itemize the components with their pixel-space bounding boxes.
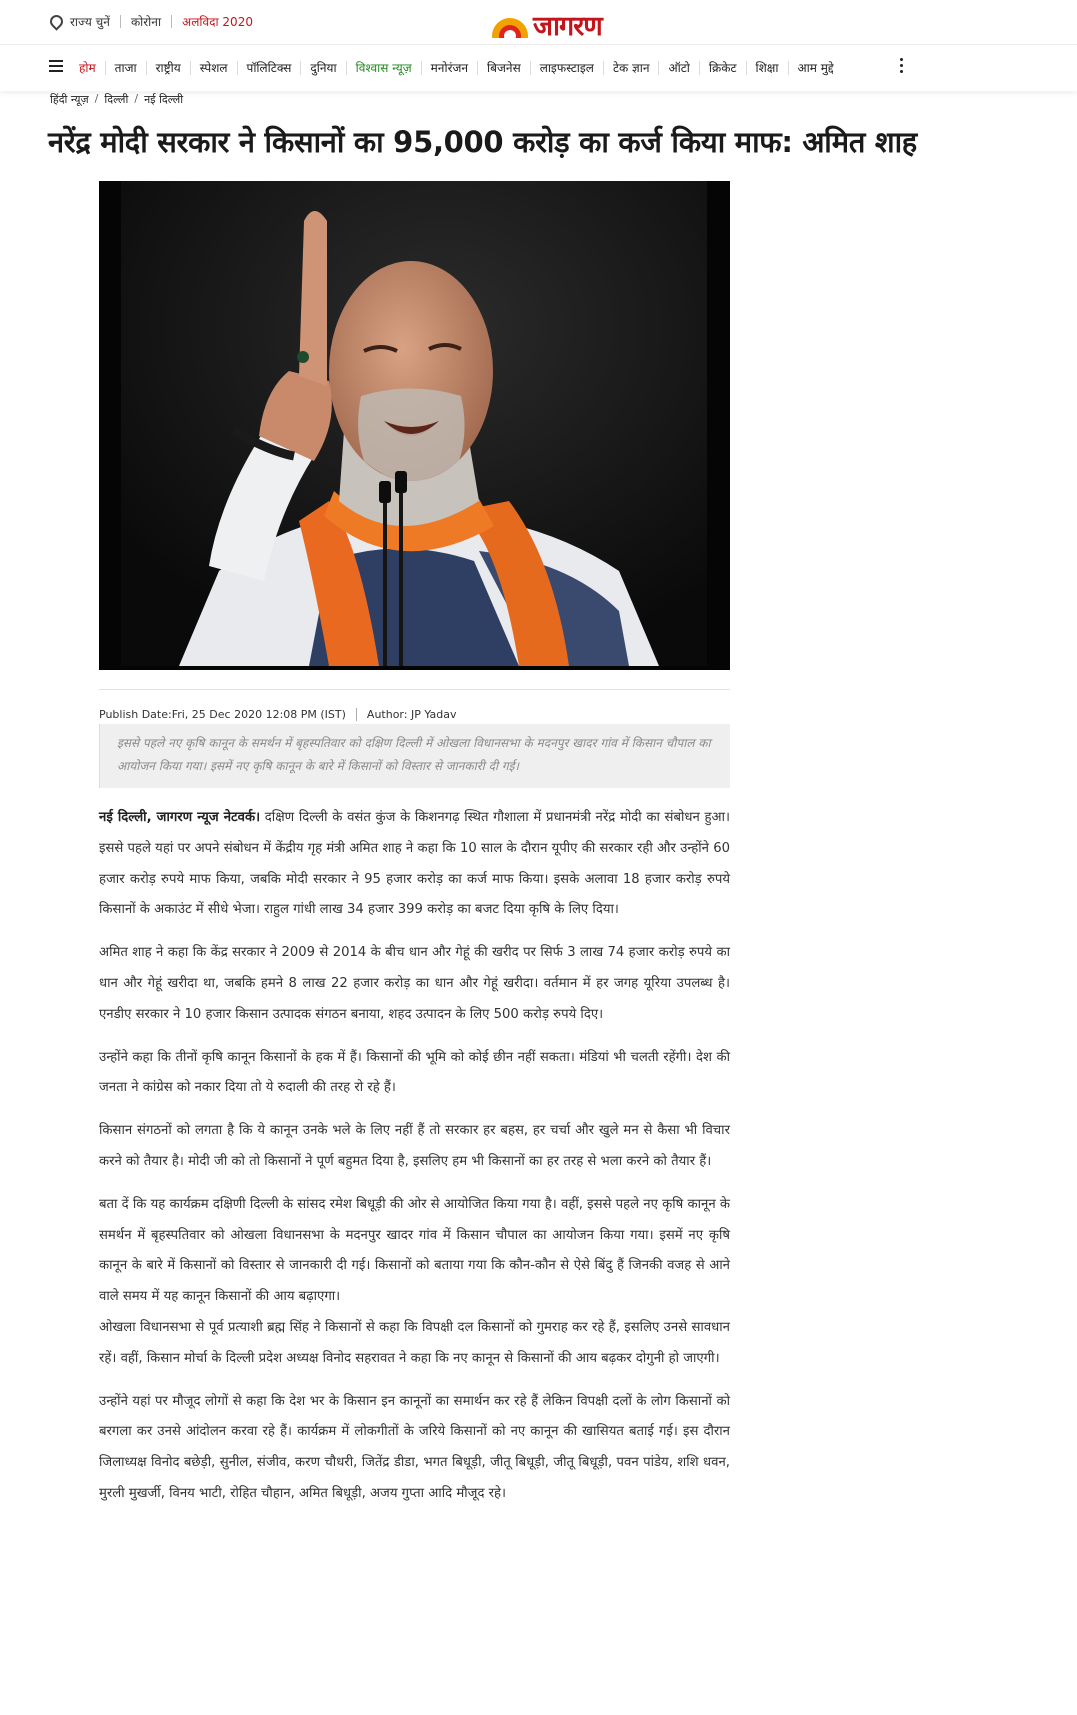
nav-item-lifestyle[interactable]: लाइफस्टाइल [531, 61, 604, 75]
article-hero-image [99, 181, 730, 670]
nav-item-latest[interactable]: ताजा [106, 61, 147, 75]
paragraph: बता दें कि यह कार्यक्रम दक्षिणी दिल्ली के सांसद रमेश बिधूड़ी की ओर से आयोजित किया गया है। वहीं, इससे पहले नए कृषि कानून के समर्थन में बृहस्पतिवार को ओखला विधानसभा के मदनपुर खादर गांव में किसान चौपाल का आयोजन किया गया। इसमें नए कृषि कानून के बारे में किसानों को विस्तार से जानकारी दी गई। किसानों को बताया गया कि कौन-कौन से ऐसे बिंदु हैं जिनकी वजह से आने वाले समय में यह कानून किसानों की आय बढ़ाएगा। [99, 1196, 730, 1305]
state-select-label: राज्य चुनें [70, 15, 110, 29]
nav-item-vishvas-news[interactable]: विश्वास न्यूज़ [347, 61, 422, 75]
nav-item-tech[interactable]: टेक ज्ञान [604, 61, 660, 75]
breadcrumb-separator: / [94, 92, 99, 105]
nav-item-entertainment[interactable]: मनोरंजन [422, 61, 478, 75]
author[interactable]: Author: JP Yadav [366, 707, 457, 721]
nav-item-home[interactable]: होम [70, 61, 106, 75]
paragraph-text: दक्षिण दिल्ली के वसंत कुंज के किशनगढ़ स्थित गौशाला में प्रधानमंत्री नरेंद्र मोदी का संबोधन हुआ। इससे पहले यहां पर अपने संबोधन में केंद्रीय गृह मंत्री अमित शाह ने कहा कि 10 साल के दौरान यूपीए की सरकार रही और उन्होंने 60 हजार करोड़ रुपये माफ किया, जबकि मोदी सरकार ने 95 हजार करोड़ का कर्ज माफ किया। इसके अलावा 18 हजार करोड़ रुपये किसानों के अकाउंट में सीधे भेजा। राहुल गांधी लाख 34 हजार 399 करोड़ का बजट दिया कृषि के लिए दिया। [99, 810, 730, 918]
state-select[interactable] [50, 13, 110, 30]
paragraph [99, 803, 730, 926]
article-meta [99, 689, 730, 728]
nav-item-national[interactable]: राष्ट्रीय [147, 61, 191, 75]
paragraph: किसान संगठनों को लगता है कि ये कानून उनके भले के लिए नहीं हैं तो सरकार हर बहस, हर चर्चा और खुले मन से कैसा भी विचार करने को तैयार है। मोदी जी को तो किसानों ने पूर्ण बहुमत दिया है, इसलिए हम भी किसानों का हर तरह से भला करने को तैयार हैं। [99, 1123, 730, 1169]
location-pin-icon [47, 12, 65, 30]
sun-logo-icon [490, 12, 530, 38]
corona-link[interactable]: कोरोना [130, 15, 162, 29]
article-body [99, 803, 730, 1522]
nav-item-cricket[interactable]: क्रिकेट [700, 61, 747, 75]
nav-item-common-issues[interactable]: आम मुद्दे [797, 61, 834, 75]
dateline: नई दिल्ली, जागरण न्यूज नेटवर्क। [99, 810, 261, 825]
top-links [50, 13, 253, 30]
paragraph: अमित शाह ने कहा कि केंद्र सरकार ने 2009 से 2014 के बीच धान और गेहूं की खरीद पर सिर्फ 3 लाख 74 हजार करोड़ रुपये का धान और गेहूं खरीदा था, जबकि हमने 8 लाख 22 हजार करोड़ का धान और गेहूं खरीदा। वर्तमान में हर जगह यूरिया उपलब्ध है। एनडीए सरकार ने 10 हजार किसान उत्पादक संगठन बनाया, शहद उत्पादन के लिए 500 करोड़ रुपये दिए। [99, 945, 730, 1022]
breadcrumb-new-delhi[interactable]: नई दिल्ली [144, 93, 184, 106]
breadcrumb-delhi[interactable]: दिल्ली [104, 93, 129, 106]
brand-name: जागरण [533, 11, 602, 42]
hamburger-menu-icon[interactable] [49, 60, 63, 72]
breadcrumb-separator: / [134, 92, 139, 105]
divider [120, 15, 121, 28]
main-nav [0, 45, 1077, 91]
divider [356, 708, 357, 721]
paragraph: उन्होंने यहां पर मौजूद लोगों से कहा कि देश भर के किसान इन कानूनों का समार्थन कर रहे हैं लेकिन विपक्षी दलों के लोग किसानों को बरगला कर उनसे आंदोलन करवा रहे हैं। कार्यक्रम में लोकगीतों के जरिये किसानों को नए कानून की खासियत बताई गई। इस दौरान जिलाध्यक्ष विनोद बछेड़ी, सुनील, संजीव, करण चौधरी, जितेंद्र डीडा, भगत बिधूड़ी, जीतू बिधूड़ी, जीतू बिधूड़ी, पवन पांडेय, शशि धवन, मुरली मुखर्जी, विनय भाटी, रोहित चौहान, अमित बिधूड़ी, अजय गुप्ता आदि मौजूद रहे। [99, 1393, 730, 1501]
article-title: नरेंद्र मोदी सरकार ने किसानों का 95,000 करोड़ का कर्ज किया माफ: अमित शाह [48, 125, 917, 159]
paragraph: ओखला विधानसभा से पूर्व प्रत्याशी ब्रह्म सिंह ने किसानों से कहा कि विपक्षी दल किसानों को गुमराह कर रहे हैं, इसलिए उनसे सावधान रहें। वहीं, किसान मोर्चा के दिल्ली प्रदेश अध्यक्ष विनोद सहरावत ने कहा कि नए कानून से किसानों की आय बढ़कर दोगुनी हो जाएगी। [99, 1319, 730, 1366]
breadcrumb-hindi-news[interactable]: हिंदी न्यूज़ [50, 93, 89, 106]
nav-item-special[interactable]: स्पेशल [191, 61, 238, 75]
breadcrumb [50, 92, 183, 107]
top-bar [0, 0, 1077, 45]
nav-item-politics[interactable]: पॉलिटिक्स [238, 61, 302, 75]
nav-item-auto[interactable]: ऑटो [659, 61, 699, 75]
nav-item-world[interactable]: दुनिया [301, 61, 346, 75]
speaker-photo [99, 181, 730, 670]
publish-date: Publish Date:Fri, 25 Dec 2020 12:08 PM (IST) [99, 707, 346, 721]
more-menu-icon[interactable] [900, 58, 903, 73]
paragraph: उन्होंने कहा कि तीनों कृषि कानून किसानों के हक में हैं। किसानों की भूमि को कोई छीन नहीं सकता। मंडियां भी चलती रहेंगी। देश की जनता ने कांग्रेस को नकार दिया तो ये रुदाली की तरह रो रहे हैं। [99, 1049, 730, 1096]
jagran-logo[interactable] [490, 6, 602, 43]
nav-list [70, 45, 843, 91]
divider [171, 15, 172, 28]
nav-item-business[interactable]: बिजनेस [478, 61, 531, 75]
article-summary: इससे पहले नए कृषि कानून के समर्थन में बृहस्पतिवार को दक्षिण दिल्ली में ओखला विधानसभा के मदनपुर खादर गांव में किसान चौपाल का आयोजन किया गया। इसमें नए कृषि कानून के बारे में किसानों को विस्तार से जानकारी दी गई। [99, 724, 730, 788]
goodbye-2020-link[interactable]: अलविदा 2020 [182, 15, 253, 29]
nav-item-education[interactable]: शिक्षा [747, 61, 789, 75]
